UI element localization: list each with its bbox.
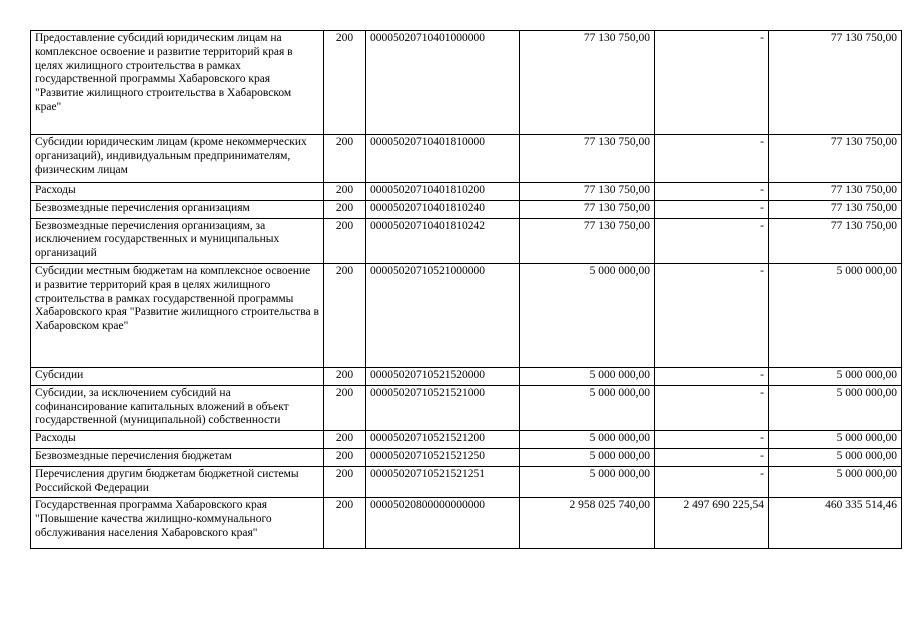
row-name-cell: Предоставление субсидий юридическим лицам на комплексное освоение и развитие территорий края в целях жилищного строительства в рамках государственной программы Хабаровского края "Развитие жилищного строительства в Хабаровском крае" [31,31,324,135]
row-executed-cell: - [655,200,769,218]
row-approved-cell: 5 000 000,00 [520,466,655,498]
row-approved-cell: 77 130 750,00 [520,200,655,218]
table-row [31,385,902,430]
row-executed-cell: 2 497 690 225,54 [655,498,769,549]
table-row [31,367,902,385]
table-row [31,498,902,549]
row-remaining-cell: 5 000 000,00 [769,431,902,449]
row-remaining-cell: 77 130 750,00 [769,200,902,218]
row-approved-cell: 77 130 750,00 [520,135,655,183]
row-remaining-cell: 5 000 000,00 [769,385,902,430]
row-code-cell: 200 [324,200,366,218]
row-kbk-cell: 00005020710401810000 [366,135,520,183]
row-code-cell: 200 [324,263,366,367]
table-row [31,263,902,367]
row-name-cell: Субсидии местным бюджетам на комплексное освоение и развитие территорий края в целях жилищного строительства в рамках государственной программы Хабаровского края "Развитие жилищного строительства в Хабаровском крае" [31,263,324,367]
row-executed-cell: - [655,218,769,263]
row-name-cell: Безвозмездные перечисления организациям, за исключением государственных и муниципальных организаций [31,218,324,263]
table-row [31,200,902,218]
row-executed-cell: - [655,431,769,449]
row-executed-cell: - [655,263,769,367]
row-name-cell: Расходы [31,183,324,201]
row-remaining-cell: 5 000 000,00 [769,263,902,367]
row-approved-cell: 2 958 025 740,00 [520,498,655,549]
row-name-cell: Государственная программа Хабаровского края "Повышение качества жилищно-коммунального обслуживания населения Хабаровского края" [31,498,324,549]
table-row [31,448,902,466]
row-name-cell: Субсидии юридическим лицам (кроме некоммерческих организаций), индивидуальным предпринимателям, физическим лицам [31,135,324,183]
row-remaining-cell: 77 130 750,00 [769,31,902,135]
row-kbk-cell: 00005020710521521251 [366,466,520,498]
row-approved-cell: 5 000 000,00 [520,367,655,385]
row-code-cell: 200 [324,367,366,385]
row-name-cell: Субсидии [31,367,324,385]
row-executed-cell: - [655,367,769,385]
row-code-cell: 200 [324,498,366,549]
row-kbk-cell: 00005020710401000000 [366,31,520,135]
row-executed-cell: - [655,183,769,201]
table-row [31,218,902,263]
row-executed-cell: - [655,385,769,430]
row-approved-cell: 5 000 000,00 [520,448,655,466]
row-name-cell: Безвозмездные перечисления организациям [31,200,324,218]
row-code-cell: 200 [324,183,366,201]
row-executed-cell: - [655,466,769,498]
row-kbk-cell: 00005020710401810200 [366,183,520,201]
row-code-cell: 200 [324,431,366,449]
row-code-cell: 200 [324,135,366,183]
row-kbk-cell: 00005020710401810240 [366,200,520,218]
table-row [31,135,902,183]
row-code-cell: 200 [324,31,366,135]
row-remaining-cell: 460 335 514,46 [769,498,902,549]
table-row [31,31,902,135]
row-kbk-cell: 00005020710401810242 [366,218,520,263]
row-code-cell: 200 [324,448,366,466]
row-remaining-cell: 5 000 000,00 [769,466,902,498]
row-kbk-cell: 00005020710521521200 [366,431,520,449]
row-remaining-cell: 5 000 000,00 [769,367,902,385]
row-kbk-cell: 00005020710521000000 [366,263,520,367]
row-approved-cell: 5 000 000,00 [520,385,655,430]
row-name-cell: Расходы [31,431,324,449]
row-kbk-cell: 00005020710521521250 [366,448,520,466]
table-row [31,431,902,449]
row-code-cell: 200 [324,218,366,263]
row-remaining-cell: 77 130 750,00 [769,218,902,263]
budget-table [30,30,902,549]
row-name-cell: Перечисления другим бюджетам бюджетной системы Российской Федерации [31,466,324,498]
table-row [31,466,902,498]
row-approved-cell: 5 000 000,00 [520,263,655,367]
row-remaining-cell: 77 130 750,00 [769,135,902,183]
row-name-cell: Субсидии, за исключением субсидий на софинансирование капитальных вложений в объект государственной (муниципальной) собственности [31,385,324,430]
row-approved-cell: 5 000 000,00 [520,431,655,449]
table-row [31,183,902,201]
row-executed-cell: - [655,135,769,183]
row-executed-cell: - [655,448,769,466]
row-kbk-cell: 00005020710521520000 [366,367,520,385]
row-code-cell: 200 [324,385,366,430]
row-name-cell: Безвозмездные перечисления бюджетам [31,448,324,466]
row-approved-cell: 77 130 750,00 [520,183,655,201]
row-approved-cell: 77 130 750,00 [520,218,655,263]
row-executed-cell: - [655,31,769,135]
row-approved-cell: 77 130 750,00 [520,31,655,135]
row-remaining-cell: 77 130 750,00 [769,183,902,201]
row-code-cell: 200 [324,466,366,498]
row-kbk-cell: 00005020710521521000 [366,385,520,430]
row-remaining-cell: 5 000 000,00 [769,448,902,466]
row-kbk-cell: 00005020800000000000 [366,498,520,549]
